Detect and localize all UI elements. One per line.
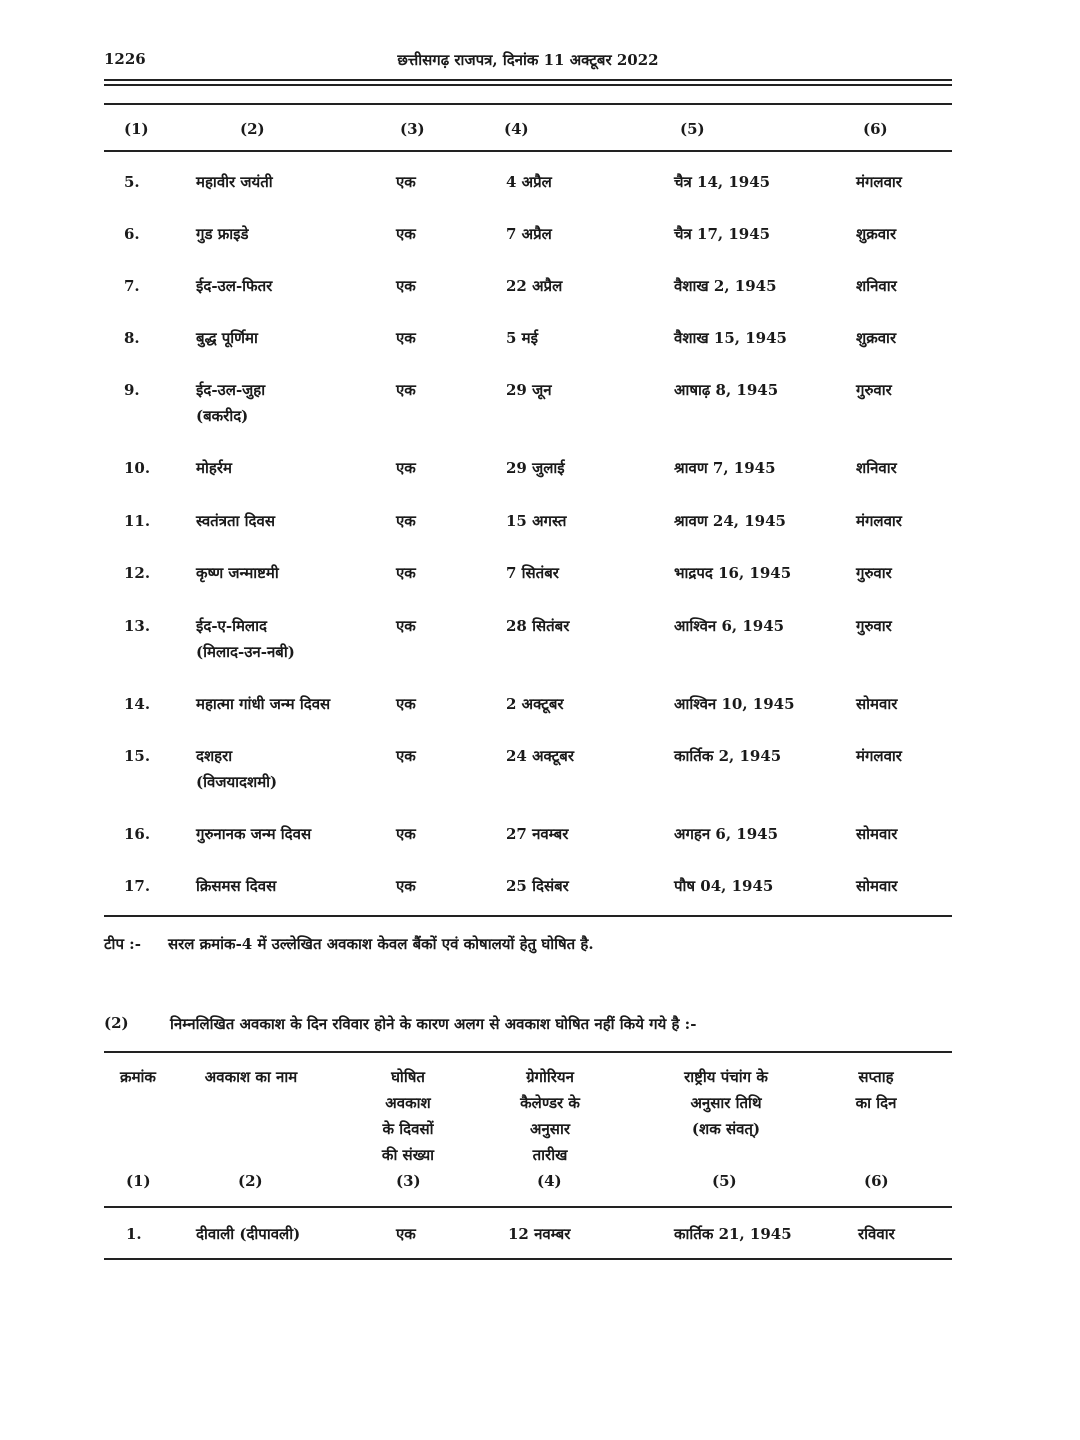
table1-colnum-6: (6) bbox=[863, 120, 888, 138]
section-number: (2) bbox=[104, 1014, 129, 1032]
gregorian-date: 28 सितंबर bbox=[506, 617, 570, 635]
weekday: मंगलवार bbox=[856, 747, 902, 765]
table-row bbox=[0, 744, 1080, 796]
gazette-title: छत्तीसगढ़ राजपत्र, दिनांक 11 अक्टूबर 2022 bbox=[397, 51, 659, 69]
holiday-name-secondary: (बकरीद) bbox=[196, 407, 249, 425]
saka-date: भाद्रपद 16, 1945 bbox=[674, 564, 792, 582]
gregorian-date: 7 सितंबर bbox=[506, 564, 559, 582]
saka-date: आषाढ़ 8, 1945 bbox=[674, 381, 779, 399]
holiday-name-secondary: (मिलाद-उन-नबी) bbox=[196, 643, 295, 661]
table-row bbox=[0, 456, 1080, 508]
gregorian-date: 7 अप्रैल bbox=[506, 225, 552, 243]
header-text: ग्रेगोरियन कैलेण्डर के अनुसार तारीख bbox=[520, 1068, 580, 1164]
row-serial: 9. bbox=[124, 381, 140, 399]
table-row bbox=[0, 509, 1080, 561]
holiday-count: एक bbox=[396, 1225, 416, 1243]
table1-colnum-2: (2) bbox=[240, 120, 265, 138]
row-serial: 6. bbox=[124, 225, 140, 243]
saka-date: कार्तिक 2, 1945 bbox=[674, 747, 782, 765]
weekday: सोमवार bbox=[856, 695, 898, 713]
row-serial: 10. bbox=[124, 459, 151, 477]
table2-header-day-count bbox=[350, 1064, 466, 1168]
holiday-name: गुरुनानक जन्म दिवस bbox=[196, 825, 312, 843]
row-serial: 7. bbox=[124, 277, 140, 295]
header-text: क्रमांक bbox=[120, 1068, 156, 1086]
table-row bbox=[0, 170, 1080, 222]
table2-header-gregorian-date bbox=[480, 1064, 620, 1168]
table2-colnum-6: (6) bbox=[864, 1172, 889, 1190]
gregorian-date: 27 नवम्बर bbox=[506, 825, 569, 843]
table1-colnum-5: (5) bbox=[680, 120, 705, 138]
weekday: गुरुवार bbox=[856, 564, 892, 582]
table-row bbox=[0, 274, 1080, 326]
weekday: सोमवार bbox=[856, 877, 898, 895]
gregorian-date: 22 अप्रैल bbox=[506, 277, 563, 295]
weekday: गुरुवार bbox=[856, 381, 892, 399]
holiday-count: एक bbox=[396, 459, 416, 477]
saka-date: अगहन 6, 1945 bbox=[674, 825, 779, 843]
table1-bottom-rule bbox=[104, 915, 952, 917]
table-row bbox=[0, 614, 1080, 666]
row-serial: 8. bbox=[124, 329, 140, 347]
holiday-name: मोहर्रम bbox=[196, 459, 232, 477]
holiday-count: एक bbox=[396, 173, 416, 191]
table2-bottom-rule bbox=[104, 1258, 952, 1260]
table2-header-holiday-name bbox=[186, 1064, 316, 1090]
saka-date: आश्विन 10, 1945 bbox=[674, 695, 795, 713]
gregorian-date: 12 नवम्बर bbox=[508, 1225, 571, 1243]
holiday-count: एक bbox=[396, 512, 416, 530]
holiday-name: कृष्ण जन्माष्टमी bbox=[196, 564, 279, 582]
table2-colnum-2: (2) bbox=[238, 1172, 263, 1190]
footnote-text: सरल क्रमांक-4 में उल्लेखित अवकाश केवल बैंकों एवं कोषालयों हेतु घोषित है. bbox=[168, 935, 594, 953]
weekday: शनिवार bbox=[856, 277, 897, 295]
gregorian-date: 5 मई bbox=[506, 329, 538, 347]
holiday-count: एक bbox=[396, 617, 416, 635]
holiday-name: ईद-उल-फितर bbox=[196, 277, 273, 295]
page-header bbox=[104, 50, 952, 74]
table2-header-saka-date bbox=[640, 1064, 812, 1142]
weekday: शनिवार bbox=[856, 459, 897, 477]
gregorian-date: 29 जुलाई bbox=[506, 459, 565, 477]
saka-date: श्रावण 7, 1945 bbox=[674, 459, 776, 477]
holiday-count: एक bbox=[396, 564, 416, 582]
table2-header-weekday bbox=[830, 1064, 922, 1116]
table2-colnum-4: (4) bbox=[537, 1172, 562, 1190]
holiday-name: स्वतंत्रता दिवस bbox=[196, 512, 275, 530]
table-row bbox=[0, 1222, 1080, 1274]
holiday-count: एक bbox=[396, 695, 416, 713]
gregorian-date: 4 अप्रैल bbox=[506, 173, 552, 191]
weekday: मंगलवार bbox=[856, 512, 902, 530]
table1-top-rule bbox=[104, 103, 952, 105]
table2-header-rule bbox=[104, 1206, 952, 1208]
header-rule-top bbox=[104, 79, 952, 81]
row-serial: 12. bbox=[124, 564, 151, 582]
footnote-label: टीप :- bbox=[104, 935, 141, 953]
holiday-name: बुद्ध पूर्णिमा bbox=[196, 329, 258, 347]
saka-date: चैत्र 17, 1945 bbox=[674, 225, 771, 243]
gregorian-date: 25 दिसंबर bbox=[506, 877, 569, 895]
holiday-count: एक bbox=[396, 825, 416, 843]
holiday-name: महावीर जयंती bbox=[196, 173, 273, 191]
table-row bbox=[0, 692, 1080, 744]
table-row bbox=[0, 378, 1080, 430]
holiday-count: एक bbox=[396, 277, 416, 295]
header-text: सप्ताह का दिन bbox=[855, 1068, 897, 1112]
table-row bbox=[0, 874, 1080, 926]
holiday-count: एक bbox=[396, 381, 416, 399]
row-serial: 1. bbox=[126, 1225, 142, 1243]
saka-date: वैशाख 2, 1945 bbox=[674, 277, 777, 295]
holiday-name: ईद-उल-जुहा bbox=[196, 381, 266, 399]
holiday-name-secondary: (विजयादशमी) bbox=[196, 773, 278, 791]
row-serial: 13. bbox=[124, 617, 151, 635]
table-row bbox=[0, 822, 1080, 874]
row-serial: 14. bbox=[124, 695, 151, 713]
table2-header-serial bbox=[104, 1064, 172, 1090]
weekday: शुक्रवार bbox=[856, 225, 897, 243]
holiday-name: ईद-ए-मिलाद bbox=[196, 617, 267, 635]
table2-colnum-5: (5) bbox=[712, 1172, 737, 1190]
header-text: घोषित अवकाश के दिवसों की संख्या bbox=[381, 1068, 435, 1164]
section-text: निम्नलिखित अवकाश के दिन रविवार होने के कारण अलग से अवकाश घोषित नहीं किये गये है :- bbox=[170, 1015, 697, 1033]
row-serial: 17. bbox=[124, 877, 151, 895]
saka-date: आश्विन 6, 1945 bbox=[674, 617, 785, 635]
gregorian-date: 2 अक्टूबर bbox=[506, 695, 564, 713]
table-row bbox=[0, 326, 1080, 378]
table1-colnum-3: (3) bbox=[400, 120, 425, 138]
table2-colnum-3: (3) bbox=[396, 1172, 421, 1190]
holiday-name: क्रिसमस दिवस bbox=[196, 877, 277, 895]
saka-date: वैशाख 15, 1945 bbox=[674, 329, 787, 347]
table2-colnum-1: (1) bbox=[126, 1172, 151, 1190]
table1-header-rule bbox=[104, 150, 952, 152]
header-text: राष्ट्रीय पंचांग के अनुसार तिथि (शक संवत्) bbox=[684, 1068, 768, 1138]
row-serial: 11. bbox=[124, 512, 151, 530]
table-row bbox=[0, 561, 1080, 613]
row-serial: 5. bbox=[124, 173, 140, 191]
table-row bbox=[0, 222, 1080, 274]
saka-date: कार्तिक 21, 1945 bbox=[674, 1225, 792, 1243]
holiday-count: एक bbox=[396, 877, 416, 895]
holiday-count: एक bbox=[396, 747, 416, 765]
gregorian-date: 29 जून bbox=[506, 381, 552, 399]
gregorian-date: 15 अगस्त bbox=[506, 512, 567, 530]
weekday: शुक्रवार bbox=[856, 329, 897, 347]
table1-colnum-1: (1) bbox=[124, 120, 149, 138]
header-rule-bottom bbox=[104, 84, 952, 86]
row-serial: 15. bbox=[124, 747, 151, 765]
holiday-name: महात्मा गांधी जन्म दिवस bbox=[196, 695, 331, 713]
saka-date: पौष 04, 1945 bbox=[674, 877, 774, 895]
holiday-count: एक bbox=[396, 329, 416, 347]
holiday-name: दशहरा bbox=[196, 747, 233, 765]
saka-date: श्रावण 24, 1945 bbox=[674, 512, 786, 530]
saka-date: चैत्र 14, 1945 bbox=[674, 173, 771, 191]
table1-colnum-4: (4) bbox=[504, 120, 529, 138]
holiday-count: एक bbox=[396, 225, 416, 243]
header-text: अवकाश का नाम bbox=[204, 1068, 298, 1086]
weekday: गुरुवार bbox=[856, 617, 892, 635]
table2-top-rule bbox=[104, 1051, 952, 1053]
page-number: 1226 bbox=[104, 50, 146, 68]
holiday-name: गुड फ्राइडे bbox=[196, 225, 249, 243]
holiday-name: दीवाली (दीपावली) bbox=[196, 1225, 301, 1243]
weekday: रविवार bbox=[858, 1225, 895, 1243]
row-serial: 16. bbox=[124, 825, 151, 843]
weekday: सोमवार bbox=[856, 825, 898, 843]
weekday: मंगलवार bbox=[856, 173, 902, 191]
gregorian-date: 24 अक्टूबर bbox=[506, 747, 574, 765]
